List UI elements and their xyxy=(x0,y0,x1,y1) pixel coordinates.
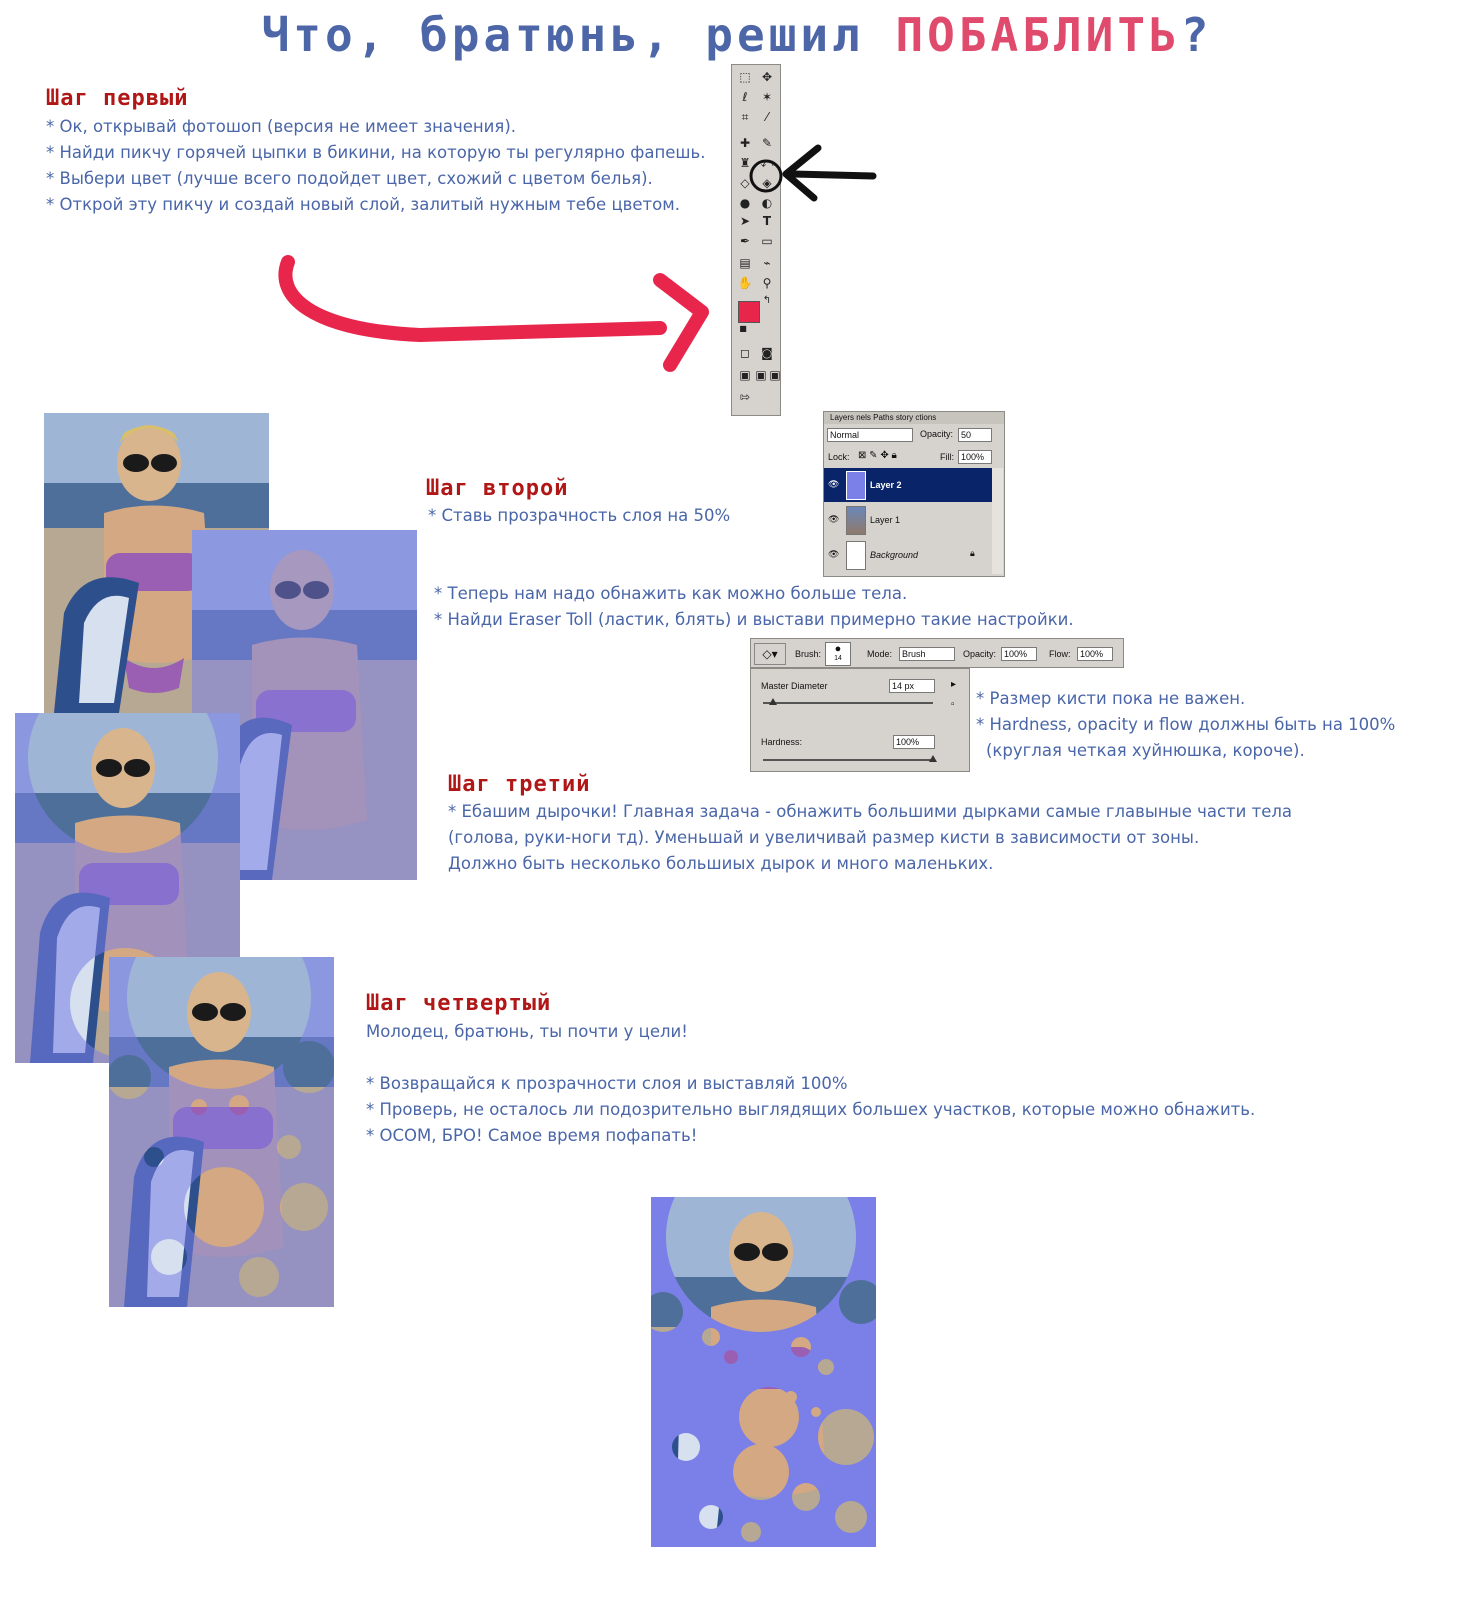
brush-options-bar xyxy=(750,638,1124,668)
step2-line: * Теперь нам надо обнажить как можно больше тела. xyxy=(434,584,908,603)
zoom-tool-icon[interactable]: ⚲ xyxy=(762,276,772,290)
step4-line: * Проверь, не осталось ли подозрительно выглядящих большех участков, которые можно обнажить. xyxy=(366,1100,1256,1119)
step3-text xyxy=(448,799,1292,877)
brush-size: 14 xyxy=(834,655,842,662)
foreground-color-swatch[interactable] xyxy=(738,301,760,323)
master-diameter-input[interactable]: 14 px xyxy=(889,679,935,693)
page-title: Что, братюнь, решил ПОБАБЛИТЬ? xyxy=(261,8,1213,62)
layer-thumbnail xyxy=(846,471,866,500)
default-colors-icon[interactable]: ■ xyxy=(739,324,747,333)
step3-line: * Ебашим дырочки! Главная задача - обнажить большими дырками самые главыные части тела xyxy=(448,802,1293,821)
shape-tool-icon[interactable]: ▭ xyxy=(761,234,773,248)
layers-scrollbar[interactable] xyxy=(992,468,1003,574)
hardness-input[interactable]: 100% xyxy=(893,735,935,749)
master-diameter-label: Master Diameter xyxy=(761,681,828,691)
step1-line: * Ок, открывай фотошоп (версия не имеет значения). xyxy=(46,117,517,136)
step1-line: * Выбери цвет (лучше всего подойдет цвет, схожий с цветом белья). xyxy=(46,169,653,188)
slider-thumb[interactable] xyxy=(929,755,937,762)
step2-line: * Найди Eraser Toll (ластик, блять) и выстави примерно такие настройки. xyxy=(434,610,1074,629)
clone-stamp-icon[interactable]: ♜ xyxy=(739,156,751,170)
eye-icon[interactable]: 👁︎ xyxy=(828,549,840,559)
slider-thumb[interactable] xyxy=(769,698,777,705)
screen-mode-3-icon[interactable]: ▣ xyxy=(769,368,781,382)
layer-row-active[interactable] xyxy=(824,468,992,502)
flow-input[interactable]: 100% xyxy=(1077,647,1113,661)
dodge-tool-icon[interactable]: ◐ xyxy=(761,196,773,210)
flow-label: Flow: xyxy=(1049,649,1071,659)
step3-heading: Шаг третий xyxy=(448,772,591,797)
path-select-icon[interactable]: ➤ xyxy=(739,214,751,228)
step4-line: * Возвращайся к прозрачности слоя и выставляй 100% xyxy=(366,1074,848,1093)
step4-line: Молодец, братюнь, ты почти у цели! xyxy=(366,1022,688,1041)
step4-heading: Шаг четвертый xyxy=(366,991,552,1016)
red-arrow-icon xyxy=(270,250,730,380)
move-tool-icon[interactable]: ✥ xyxy=(761,70,773,84)
title-accent: ПОБАБЛИТЬ xyxy=(895,8,1181,62)
eye-icon[interactable]: 👁︎ xyxy=(828,514,840,524)
brush-dot-icon: ● xyxy=(834,643,842,655)
blur-tool-icon[interactable]: ● xyxy=(739,196,751,210)
blend-mode-select[interactable]: Normal xyxy=(827,428,913,442)
step4-line: * ОСОМ, БРО! Самое время пофапать! xyxy=(366,1126,698,1145)
black-arrow-icon xyxy=(748,140,888,210)
step4-line xyxy=(366,1045,1255,1071)
step1-heading: Шаг первый xyxy=(46,86,189,111)
save-preset-icon[interactable]: ▫ xyxy=(951,699,955,710)
layers-panel xyxy=(823,411,1005,577)
photo-many-holes xyxy=(109,957,334,1307)
fill-input[interactable]: 100% xyxy=(958,450,992,464)
screen-mode-2-icon[interactable]: ▣ xyxy=(755,368,767,382)
hardness-slider[interactable] xyxy=(763,759,933,761)
brush-note: (круглая четкая хуйнюшка, короче). xyxy=(986,741,1305,760)
pen-tool-icon[interactable]: ✒ xyxy=(739,234,751,248)
crop-tool-icon[interactable]: ⌗ xyxy=(741,110,749,124)
eyedropper-icon[interactable]: ⌁ xyxy=(763,256,771,270)
mode-label: Mode: xyxy=(867,649,893,659)
layer-thumbnail xyxy=(846,541,866,570)
eraser-tool-icon[interactable]: ◇ xyxy=(740,176,750,190)
magic-wand-icon[interactable]: ✶ xyxy=(761,90,773,104)
step3-line: (голова, руки-ноги тд). Уменьшай и увеличивай размер кисти в зависимости от зоны. xyxy=(448,828,1200,847)
opacity-input[interactable]: 100% xyxy=(1001,647,1037,661)
mode-select[interactable]: Brush xyxy=(899,647,955,661)
type-tool-icon[interactable]: T xyxy=(762,214,772,228)
layer-name[interactable]: Layer 2 xyxy=(870,480,902,490)
layer-thumbnail xyxy=(846,506,866,535)
fill-label: Fill: xyxy=(940,452,954,462)
brush-note: * Размер кисти пока не важен. xyxy=(976,689,1246,708)
notes-tool-icon[interactable]: ▤ xyxy=(739,256,751,270)
step2-heading: Шаг второй xyxy=(426,476,569,501)
lock-icons[interactable]: ⊠ ✎ ✥ 🔒︎ xyxy=(858,450,897,461)
step1-line: * Открой эту пикчу и создай новый слой, залитый нужным тебе цветом. xyxy=(46,195,680,214)
opacity-input[interactable]: 50 xyxy=(958,428,992,442)
eraser-preset-icon[interactable]: ◇▾ xyxy=(754,643,786,665)
quickmask-mode-icon[interactable]: ◙ xyxy=(761,346,773,360)
opacity-label: Opacity: xyxy=(920,429,954,439)
screen-mode-1-icon[interactable]: ▣ xyxy=(739,368,751,382)
marquee-tool-icon[interactable]: ⬚ xyxy=(739,70,751,84)
panel-menu-icon[interactable]: ▸ xyxy=(951,679,957,690)
photo-final xyxy=(651,1197,876,1547)
history-brush-icon[interactable]: ⤺ xyxy=(760,156,774,170)
layer-name[interactable]: Background xyxy=(870,550,919,560)
step3-line: Должно быть несколько большиых дырок и много маленьких. xyxy=(448,854,994,873)
brush-label: Brush: xyxy=(795,649,822,659)
paint-bucket-icon[interactable]: ◈ xyxy=(762,176,772,190)
jump-to-imageready-icon[interactable]: ⇰ xyxy=(739,390,751,404)
hardness-label: Hardness: xyxy=(761,737,803,747)
hand-tool-icon[interactable]: ✋ xyxy=(737,276,753,290)
step2-line: * Ставь прозрачность слоя на 50% xyxy=(428,506,731,525)
brush-picker-panel xyxy=(750,668,970,772)
eye-icon[interactable]: 👁︎ xyxy=(828,479,840,489)
healing-brush-icon[interactable]: ✚ xyxy=(739,136,751,150)
lock-label: Lock: xyxy=(828,452,850,462)
layer-row[interactable] xyxy=(824,538,992,572)
lock-icon: 🔒︎ xyxy=(970,548,975,558)
layer-row[interactable] xyxy=(824,503,992,537)
lasso-tool-icon[interactable]: ℓ xyxy=(742,90,748,104)
brush-tool-icon[interactable]: ✎ xyxy=(761,136,773,150)
layer-name[interactable]: Layer 1 xyxy=(870,515,901,525)
slice-tool-icon[interactable]: ⁄ xyxy=(765,110,768,124)
layers-panel-tabs[interactable]: Layers nels Paths story ctions xyxy=(824,412,1004,424)
swap-colors-icon[interactable]: ↰ xyxy=(762,295,772,306)
step1-line: * Найди пикчу горячей цыпки в бикини, на которую ты регулярно фапешь. xyxy=(46,143,706,162)
photoshop-toolbox xyxy=(731,64,781,416)
brush-note: * Hardness, opacity и flow должны быть на 100% xyxy=(976,715,1396,734)
step4-text xyxy=(366,1019,1255,1149)
step1-text xyxy=(46,114,705,218)
standard-mode-icon[interactable]: ◻ xyxy=(740,346,750,360)
diameter-slider[interactable] xyxy=(763,702,933,704)
opacity-label: Opacity: xyxy=(963,649,997,659)
brush-preview[interactable] xyxy=(825,642,851,666)
